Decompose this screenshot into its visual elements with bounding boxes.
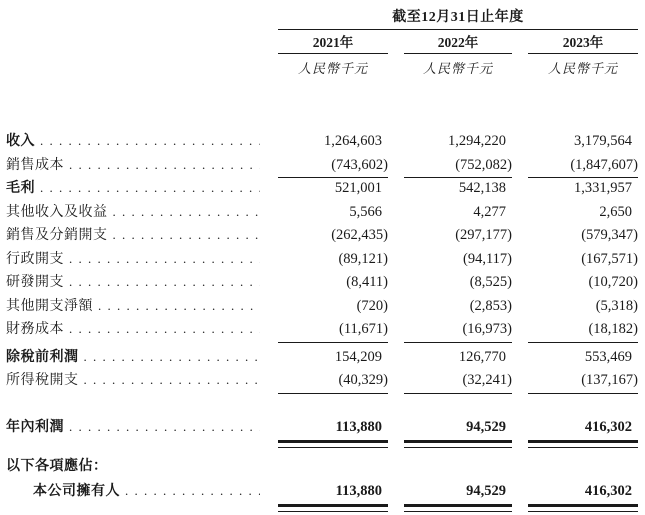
row-label: 收入: [6, 134, 35, 149]
value-2022: (8,525): [469, 274, 512, 290]
value-2021: (89,121): [338, 250, 388, 267]
value-2023: (137,167): [528, 369, 638, 394]
row-income-tax-expense: [6, 368, 638, 392]
unit-label-2022: 人民幣千元: [422, 61, 493, 76]
row-selling-and-distribution-expenses: [6, 223, 638, 247]
dot-leader: [69, 247, 260, 272]
dot-leader: [125, 479, 260, 504]
value-2022: (752,082): [404, 154, 512, 179]
value-2022: (2,853): [469, 297, 512, 314]
value-2022: (32,241): [404, 369, 512, 394]
dot-leader: [69, 270, 260, 295]
unit-label-2021: 人民幣千元: [297, 61, 368, 76]
table-header-units-row: [6, 62, 638, 76]
value-2022: 542,138: [458, 180, 506, 196]
value-2021: 154,209: [334, 348, 382, 365]
row-cost-of-sales: [6, 153, 638, 177]
row-label: 財務成本: [6, 322, 64, 337]
value-2022: (16,973): [404, 318, 512, 343]
value-2021: 1,264,603: [324, 133, 382, 149]
value-2021: 113,880: [335, 418, 382, 435]
row-label: 毛利: [6, 181, 35, 196]
value-2023: (5,318): [595, 297, 638, 314]
row-other-expenses-net: [6, 294, 638, 318]
table-header-years-row: [6, 35, 638, 54]
value-2022: 94,529: [466, 482, 506, 499]
double-rule: [404, 440, 512, 448]
value-2023: (18,182): [528, 318, 638, 343]
double-rule: [278, 504, 388, 512]
dot-leader: [113, 223, 261, 248]
dot-leader: [69, 153, 260, 178]
double-rule: [278, 440, 388, 448]
double-rule: [404, 504, 512, 512]
row-attributable-to: [6, 455, 638, 479]
row-profit-for-the-year: [6, 415, 638, 439]
value-2021: 5,566: [349, 203, 382, 220]
value-2023: (10,720): [588, 274, 638, 290]
row-other-income-and-gains: [6, 200, 638, 224]
value-2023: 416,302: [584, 418, 632, 435]
dot-leader: [113, 200, 261, 225]
dot-leader: [98, 294, 260, 319]
row-label: 年內利潤: [6, 419, 64, 435]
column-header-2022: 2022年: [404, 35, 512, 54]
value-2021: (262,435): [331, 227, 388, 243]
value-2023: 2,650: [599, 203, 632, 220]
double-rule-profit-for-the-year: [6, 440, 638, 448]
period-title: 截至12月31日止年度: [278, 10, 638, 30]
value-2021: (8,411): [346, 274, 388, 290]
value-2021: (720): [356, 297, 388, 314]
value-2021: 521,001: [334, 180, 382, 196]
row-administrative-expenses: [6, 247, 638, 271]
row-profit-before-tax: [6, 345, 638, 369]
value-2023: (579,347): [581, 227, 638, 243]
value-2023: 553,469: [584, 348, 632, 365]
dot-leader: [69, 415, 260, 440]
row-finance-costs: [6, 317, 638, 341]
dot-leader: [40, 129, 260, 154]
value-2021: 113,880: [335, 482, 382, 499]
value-2023: (167,571): [581, 250, 638, 267]
dot-leader: [69, 317, 260, 342]
row-gross-profit: [6, 176, 638, 200]
double-rule: [528, 440, 638, 448]
row-label: 銷售成本: [6, 157, 64, 173]
row-label: 所得稅開支: [6, 373, 79, 388]
table-header-period-row: [6, 10, 638, 30]
column-header-2023: 2023年: [528, 35, 638, 54]
row-label: 其他開支淨額: [6, 298, 93, 314]
row-label: 行政開支: [6, 251, 64, 267]
row-label: 以下各項應佔：: [6, 459, 108, 474]
value-2022: 1,294,220: [448, 133, 506, 149]
double-rule-owners-of-the-company: [6, 504, 638, 512]
value-2023: 1,331,957: [574, 180, 632, 196]
row-label: 銷售及分銷開支: [6, 228, 108, 243]
row-owners-of-the-company: [6, 479, 638, 503]
row-label: 除稅前利潤: [6, 349, 79, 365]
column-header-2021: 2021年: [278, 35, 388, 54]
row-rd-expenses: [6, 270, 638, 294]
unit-label-2023: 人民幣千元: [547, 61, 618, 76]
value-2023: 3,179,564: [574, 133, 632, 149]
row-label: 本公司擁有人: [33, 483, 120, 499]
row-label: 研發開支: [6, 275, 64, 290]
value-2022: (297,177): [455, 227, 512, 243]
value-2022: 94,529: [466, 418, 506, 435]
value-2021: (743,602): [278, 154, 388, 179]
row-label: 其他收入及收益: [6, 204, 108, 220]
row-revenue: [6, 129, 638, 153]
dot-leader: [40, 176, 260, 201]
value-2023: 416,302: [584, 482, 632, 499]
value-2021: (40,329): [278, 369, 388, 394]
dot-leader: [84, 368, 261, 393]
value-2022: 126,770: [458, 348, 506, 365]
value-2022: 4,277: [473, 203, 506, 220]
value-2021: (11,671): [278, 318, 388, 343]
value-2022: (94,117): [463, 250, 512, 267]
value-2023: (1,847,607): [528, 154, 638, 179]
dot-leader: [84, 345, 261, 370]
double-rule: [528, 504, 638, 512]
